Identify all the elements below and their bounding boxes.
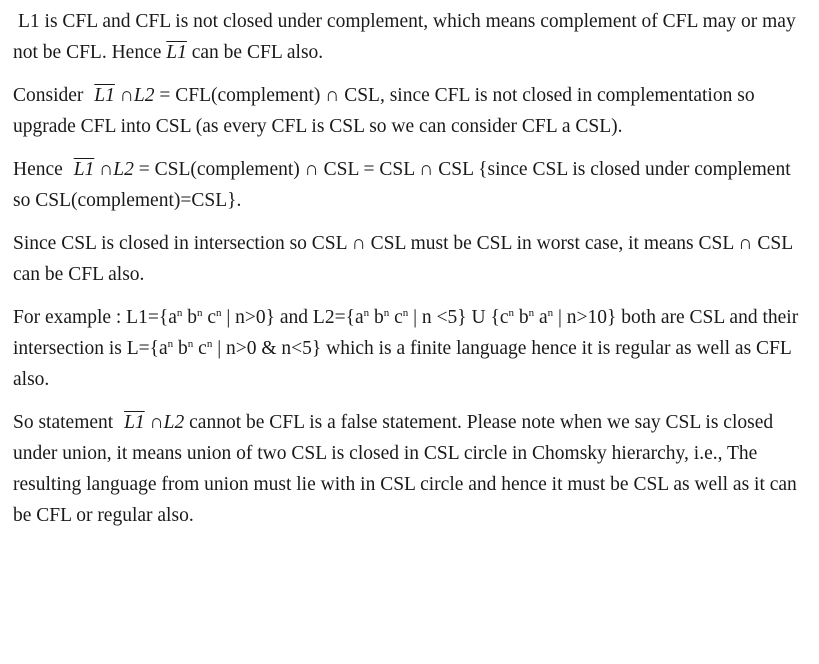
- p5-text: | n>10} both are CSL and their intersection is L={a: [13, 307, 799, 359]
- superscript-n: n: [176, 307, 183, 319]
- superscript-n: n: [508, 307, 514, 319]
- intersection-symbol: ∩: [94, 159, 114, 180]
- paragraph-1: [13, 6, 803, 68]
- superscript-n: n: [216, 307, 222, 319]
- l1-complement: L1: [166, 42, 187, 63]
- superscript-n: n: [187, 338, 194, 350]
- p2-text-e: = CFL(complement) ∩ CSL, since CFL is not closed in complementation so upgrade CFL into CSL (as every CFL is CSL so we can consider CFL a CSL).: [13, 85, 755, 137]
- p1-text-a: L1 is CFL and CFL is not closed under complement, which means complement of CFL may or may not be CFL. Hence: [13, 11, 796, 63]
- superscript-n: n: [402, 307, 409, 319]
- p5-text: c: [389, 307, 403, 328]
- p5-text: b: [182, 307, 197, 328]
- paragraph-5: [13, 302, 803, 395]
- l2-math: L2: [113, 159, 134, 180]
- paragraph-4: [13, 228, 803, 290]
- p3-text-e: = CSL(complement) ∩ CSL = CSL ∩ CSL {since CSL is closed under complement so CSL(complement)=CSL}.: [13, 159, 791, 211]
- paragraph-3: [13, 154, 803, 216]
- superscript-n: n: [547, 307, 554, 319]
- p5-text: c: [193, 338, 207, 359]
- l2-math: L2: [133, 85, 155, 106]
- p5-text: | n>0 & n<5} which is a finite language hence it is regular as well as CFL also.: [13, 338, 792, 390]
- p4-text-a: Since CSL is closed in intersection so CSL ∩ CSL must be CSL in worst case, it means CSL ∩ CSL can be CFL also.: [13, 233, 793, 285]
- intersection-symbol: ∩: [144, 412, 164, 433]
- p1-text-c: can be CFL also.: [186, 42, 324, 63]
- l1-complement: L1: [124, 412, 145, 433]
- p5-text: | n>0} and L2={a: [221, 307, 364, 328]
- paragraph-2: [13, 80, 803, 142]
- p5-text: c: [202, 307, 217, 328]
- p6-text-e: cannot be CFL is a false statement. Please note when we say CSL is closed under union, it means union of two CSL is closed in CSL circle in Chomsky hierarchy, i.e., The resulting language from union must lie with in CSL circle and hence it must be CSL as well as it can be CFL or regular also.: [13, 412, 797, 526]
- p5-text: b: [514, 307, 529, 328]
- p5-text: a: [534, 307, 548, 328]
- p5-text: For example : L1={a: [13, 307, 177, 328]
- p5-text: b: [369, 307, 384, 328]
- superscript-n: n: [206, 338, 213, 350]
- paragraph-6: [13, 407, 803, 531]
- superscript-n: n: [528, 307, 535, 319]
- p5-text: b: [173, 338, 188, 359]
- intersection-symbol: ∩: [114, 85, 134, 106]
- p2-text-a: Consider: [13, 85, 89, 106]
- superscript-n: n: [167, 338, 174, 350]
- l2-math: L2: [163, 412, 185, 433]
- p3-text-a: Hence: [13, 159, 68, 180]
- l1-complement: L1: [94, 85, 115, 106]
- superscript-n: n: [196, 307, 203, 319]
- l1-complement: L1: [73, 159, 95, 180]
- p5-text: | n <5} U {c: [408, 307, 509, 328]
- superscript-n: n: [383, 307, 390, 319]
- p6-text-a: So statement: [13, 412, 119, 433]
- superscript-n: n: [363, 307, 370, 319]
